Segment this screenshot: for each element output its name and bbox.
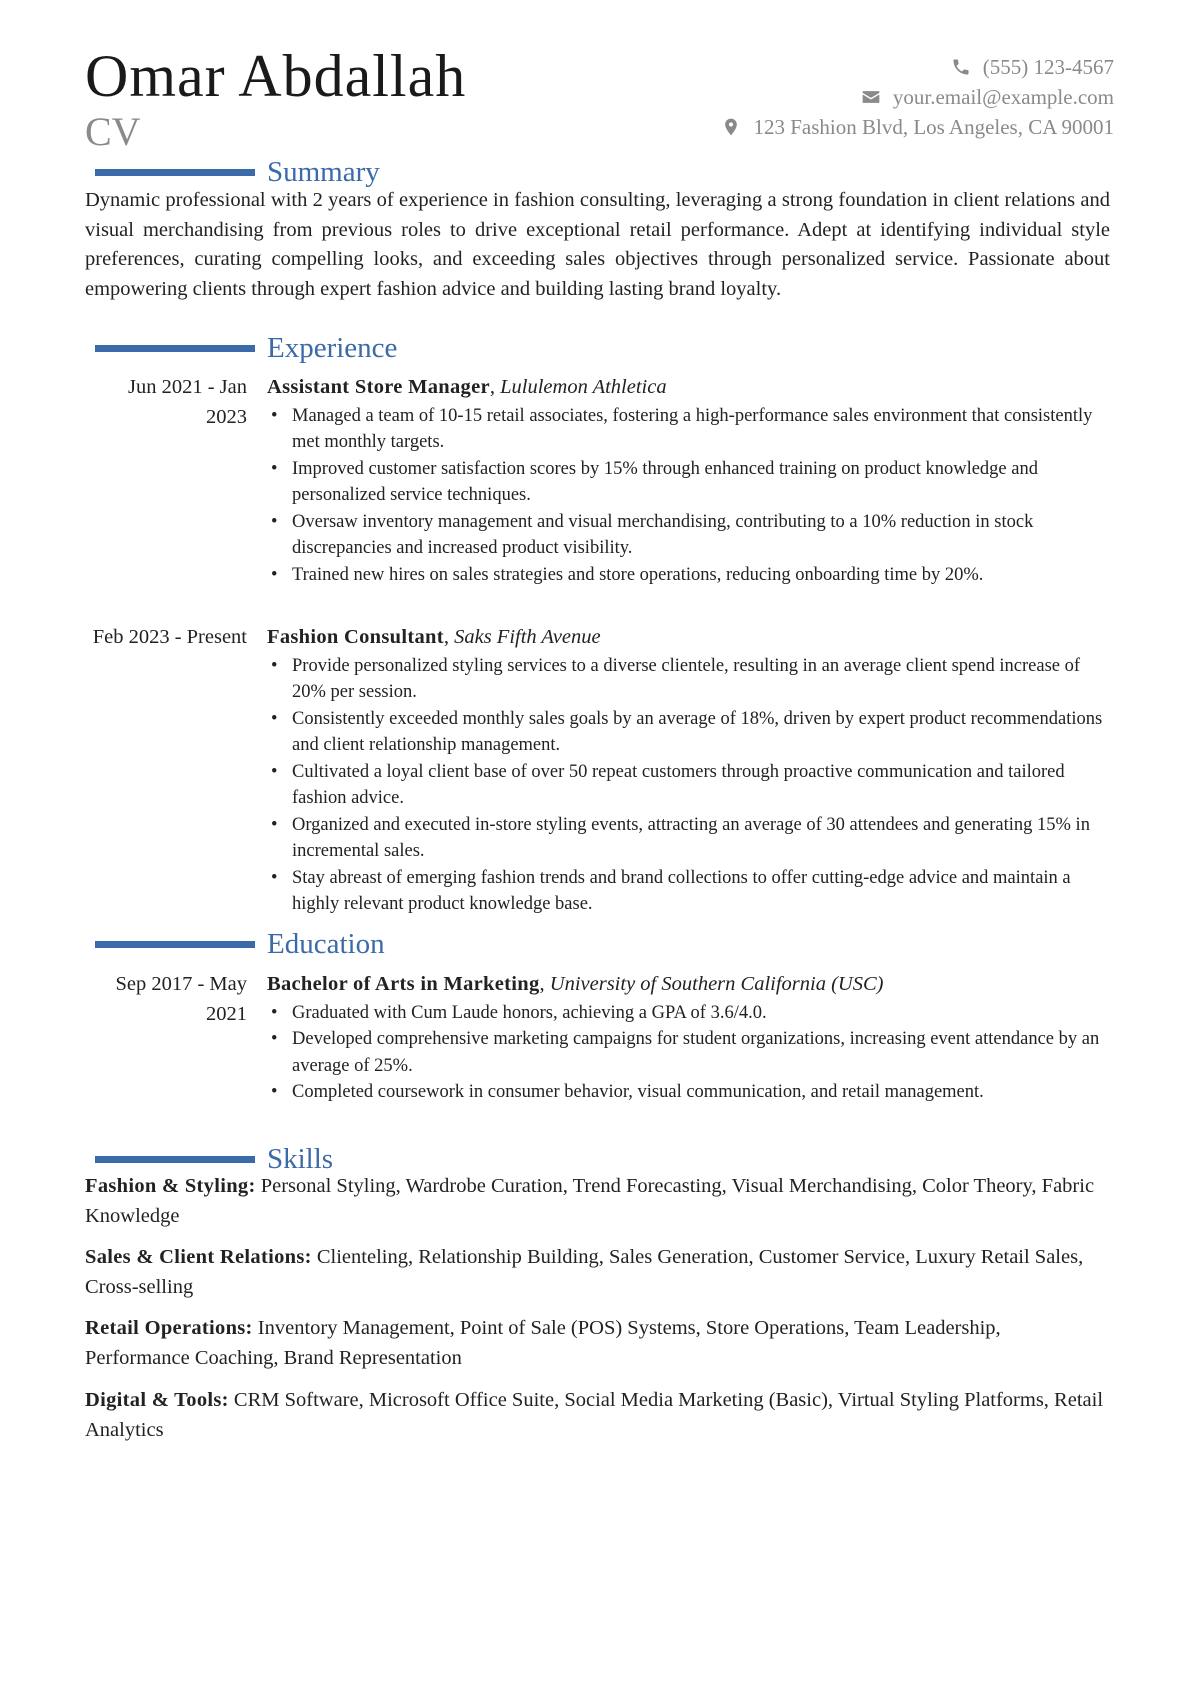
list-item: • Graduated with Cum Laude honors, achieving a GPA of 3.6/4.0.: [267, 1000, 1115, 1027]
contact-block: [721, 52, 1114, 142]
entry-date: Feb 2023 - Present: [92, 626, 247, 648]
section-title: Summary: [267, 156, 380, 188]
list-item: • Improved customer satisfaction scores by 15% through enhanced training on product knowledge and personalized service techniques.: [267, 456, 1115, 509]
skill-group: [85, 1243, 1110, 1302]
summary-heading: [95, 154, 380, 190]
list-item: • Cultivated a loyal client base of over 50 repeat customers through proactive communication and tailored fashion advice.: [267, 759, 1115, 812]
entry-title: Bachelor of Arts in Marketing, University of Southern California (USC): [267, 973, 884, 995]
entry-body: [267, 373, 1115, 588]
list-item: • Organized and executed in-store styling events, attracting an average of 30 attendees and generating 15% in incremental sales.: [267, 812, 1115, 865]
skill-group-items: Inventory Management, Point of Sale (POS) Systems, Store Operations, Team Leadership, Performance Coaching, Brand Representation: [85, 1317, 1001, 1369]
document-subtitle: CV: [85, 109, 141, 154]
entry-organization: Lululemon Athletica: [500, 376, 667, 398]
skill-group-items: CRM Software, Microsoft Office Suite, Social Media Marketing (Basic), Virtual Styling Platforms, Retail Analytics: [85, 1389, 1104, 1441]
entry-title: Assistant Store Manager, Lululemon Athletica: [267, 376, 667, 398]
list-item: • Consistently exceeded monthly sales goals by an average of 18%, driven by expert product recommendations and client relationship management.: [267, 706, 1115, 759]
section-divider-bar: [95, 345, 255, 352]
experience-heading: [95, 330, 397, 366]
entry-body: [267, 623, 1115, 918]
list-item: • Developed comprehensive marketing campaigns for student organizations, increasing event attendance by an average of 25%.: [267, 1026, 1115, 1079]
section-title: Education: [267, 928, 385, 960]
education-heading: [95, 926, 385, 962]
list-item: • Stay abreast of emerging fashion trends and brand collections to offer cutting-edge advice and maintain a highly relevant product knowledge base.: [267, 865, 1115, 918]
section-divider-bar: [95, 941, 255, 948]
skill-group-label: Fashion & Styling:: [85, 1175, 256, 1197]
list-item: • Managed a team of 10-15 retail associates, fostering a high-performance sales environment that consistently met monthly targets.: [267, 403, 1115, 456]
entry-bullets: [267, 653, 1115, 918]
entry-degree: Bachelor of Arts in Marketing: [267, 973, 540, 995]
phone-icon: [951, 57, 971, 77]
list-item: • Provide personalized styling services to a diverse clientele, resulting in an average client spend increase of 20% per session.: [267, 653, 1115, 706]
address-text: 123 Fashion Blvd, Los Angeles, CA 90001: [753, 114, 1114, 139]
list-item: • Trained new hires on sales strategies and store operations, reducing onboarding time by 20%.: [267, 562, 1115, 589]
list-item: • Oversaw inventory management and visual merchandising, contributing to a 10% reduction in stock discrepancies and increased product visibility.: [267, 509, 1115, 562]
contact-phone: [721, 52, 1114, 82]
entry-date: Sep 2017 - May 2021: [115, 973, 247, 1025]
skill-group-label: Sales & Client Relations:: [85, 1246, 312, 1268]
section-divider-bar: [95, 169, 255, 176]
entry-bullets: [267, 1000, 1115, 1106]
list-item: • Completed coursework in consumer behavior, visual communication, and retail management.: [267, 1079, 1115, 1106]
email-text[interactable]: your.email@example.com: [892, 84, 1114, 109]
entry-role: Fashion Consultant: [267, 626, 444, 648]
skill-group: [85, 1172, 1110, 1231]
skill-group: [85, 1314, 1110, 1373]
skill-group: [85, 1386, 1110, 1445]
entry-institution: University of Southern California (USC): [549, 973, 884, 995]
entry-organization: Saks Fifth Avenue: [454, 626, 601, 648]
skill-group-label: Digital & Tools:: [85, 1389, 229, 1411]
entry-role: Assistant Store Manager: [267, 376, 490, 398]
entry-bullets: [267, 403, 1115, 589]
summary-text: Dynamic professional with 2 years of experience in fashion consulting, leveraging a strong foundation in client relations and visual merchandising from previous roles to drive exceptional retail performance. Adept at identifying individual style preferences, curating compelling looks, and exceeding sales objectives through personalized service. Passionate about empowering clients through expert fashion advice and building lasting brand loyalty.: [85, 189, 1110, 300]
skill-group-label: Retail Operations:: [85, 1317, 253, 1339]
phone-text[interactable]: (555) 123-4567: [982, 54, 1114, 79]
entry-title: Fashion Consultant, Saks Fifth Avenue: [267, 626, 601, 648]
envelope-icon: [861, 87, 881, 107]
entry-body: [267, 970, 1115, 1106]
contact-email: [721, 82, 1114, 112]
map-marker-icon: [721, 117, 741, 137]
skill-group-items: Clienteling, Relationship Building, Sales Generation, Customer Service, Luxury Retail Sales, Cross-selling: [85, 1246, 1084, 1298]
candidate-name: Omar Abdallah: [85, 43, 467, 109]
section-title: Skills: [267, 1143, 334, 1175]
entry-date: Jun 2021 - Jan 2023: [127, 376, 247, 428]
contact-address: [721, 112, 1114, 142]
skill-group-items: Personal Styling, Wardrobe Curation, Trend Forecasting, Visual Merchandising, Color Theory, Fabric Knowledge: [85, 1175, 1095, 1227]
section-title: Experience: [267, 332, 398, 364]
section-divider-bar: [95, 1156, 255, 1163]
